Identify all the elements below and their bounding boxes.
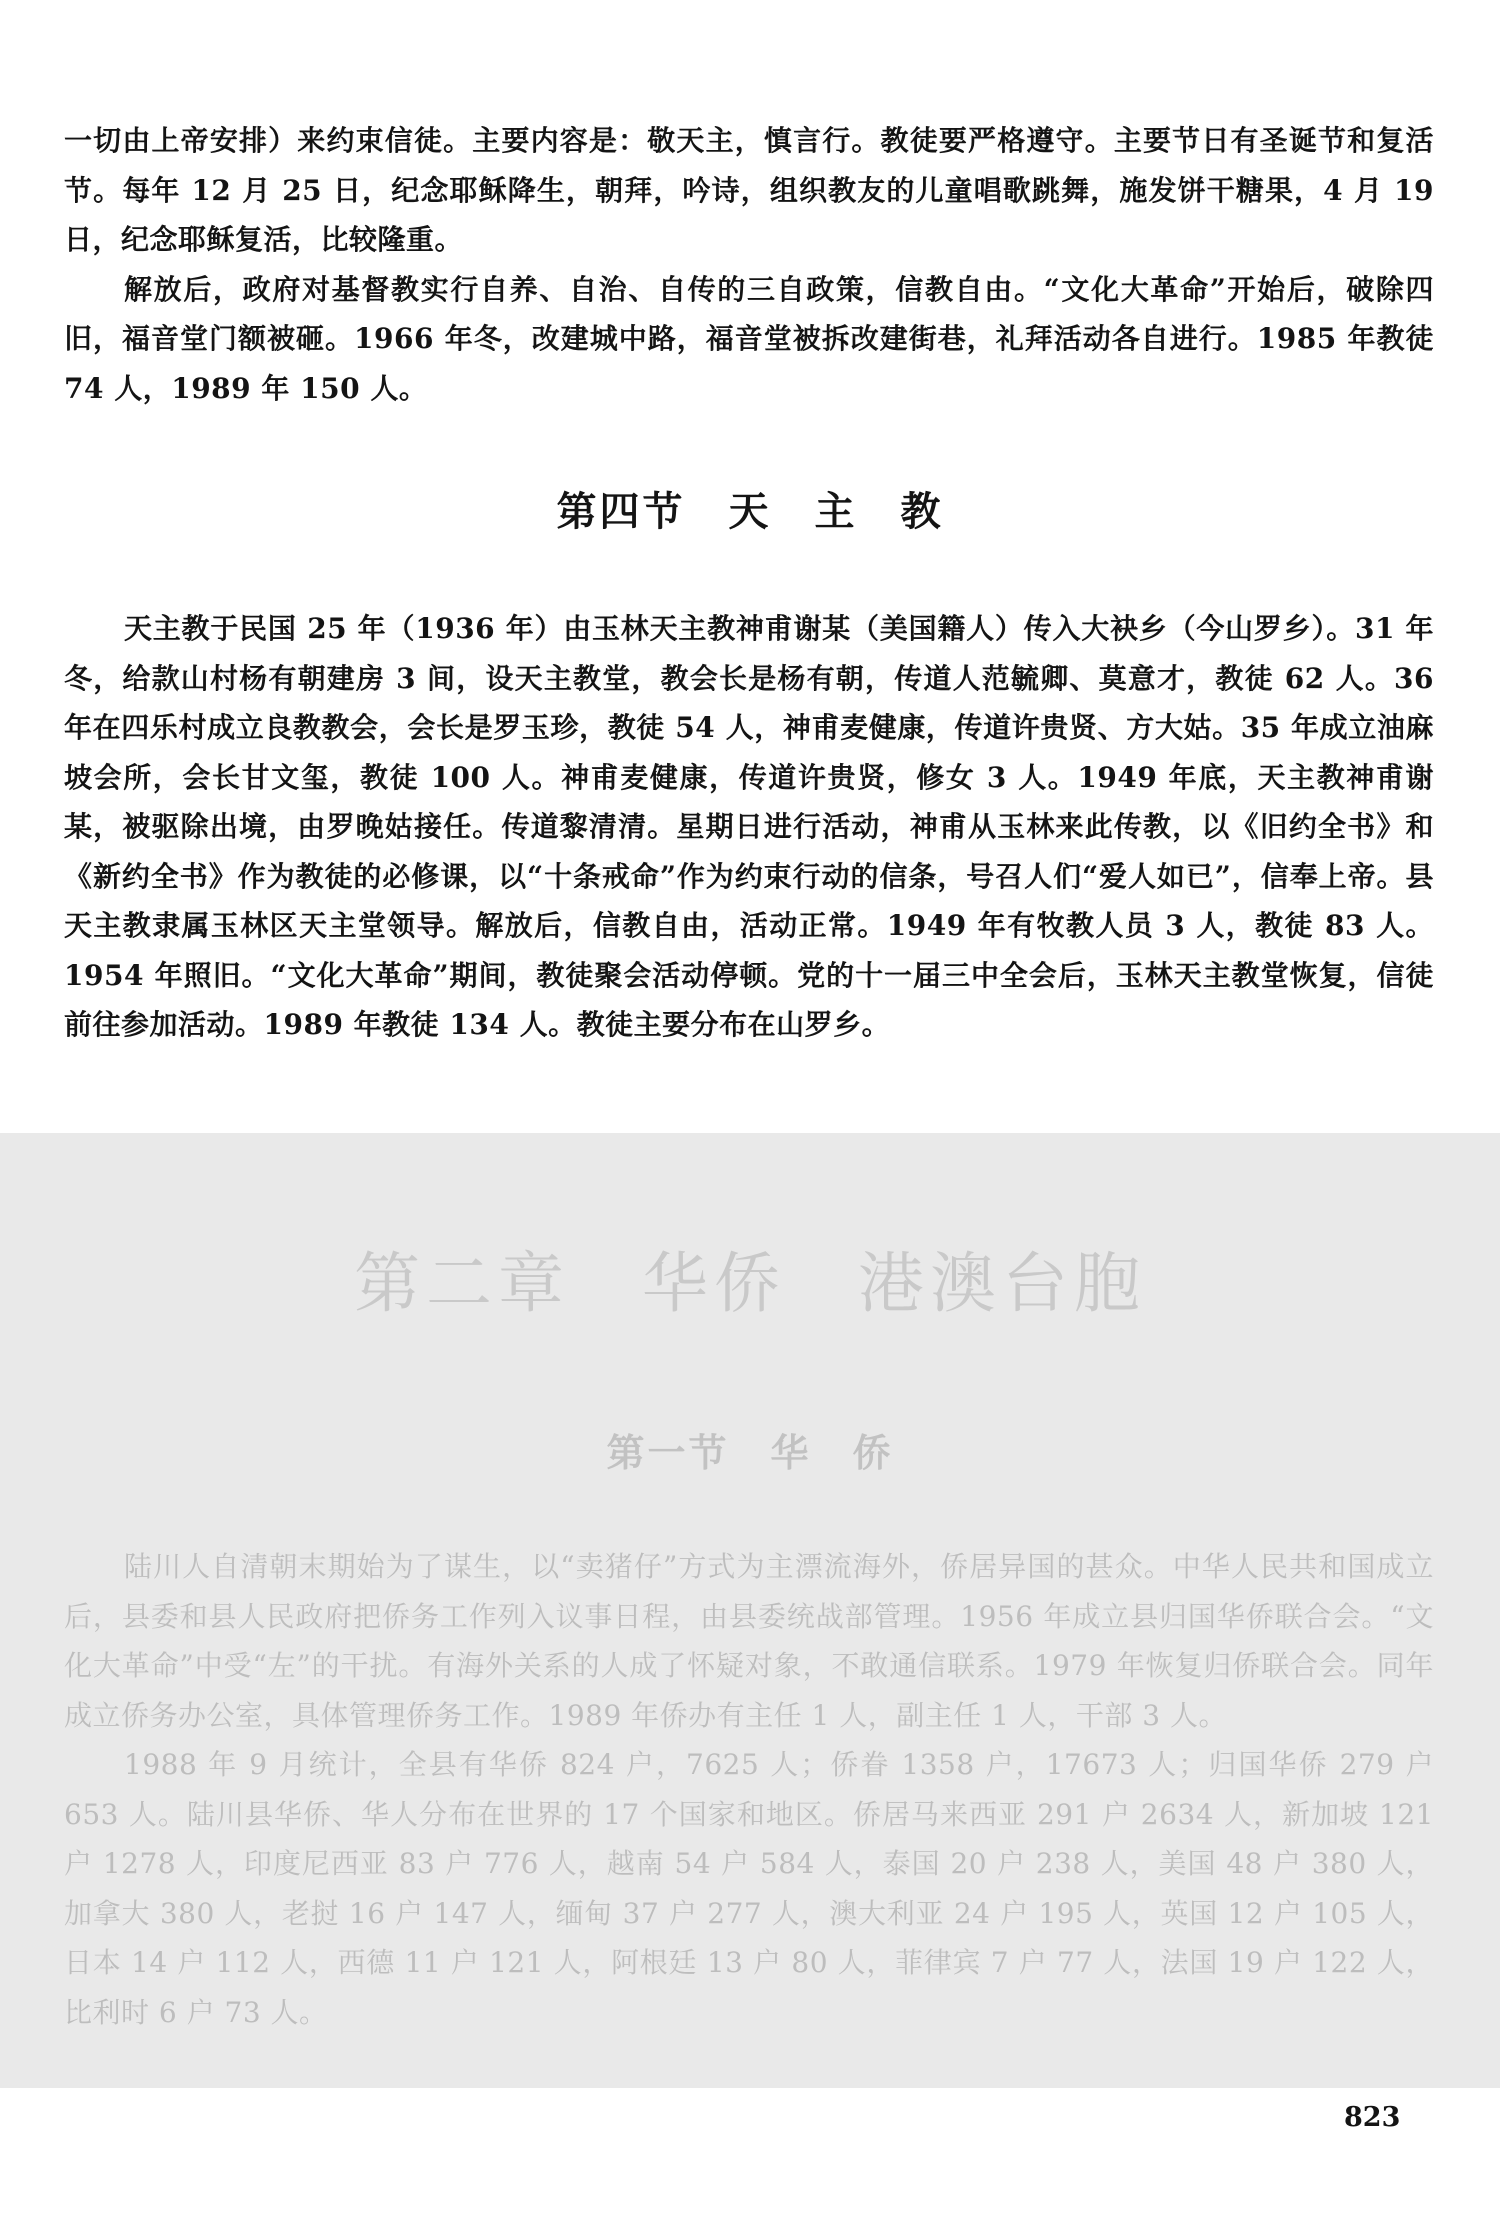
overseas-chinese-text-block <box>64 1542 1434 2037</box>
continued-text-block <box>64 116 1434 413</box>
page-number: 823 <box>1344 2102 1401 2133</box>
paragraph-catholicism: 天主教于民国 25 年（1936 年）由玉林天主教神甫谢某（美国籍人）传入大袂乡（今山罗乡）。31 年冬，给款山村杨有朝建房 3 间，设天主教堂，教会长是杨有朝，传道人范毓卿、莫意才，教徒 62 人。36 年在四乐村成立良教教会，会长是罗玉珍，教徒 54 人，神甫麦健康，传道许贵贤、方大姑。35 年成立油麻坡会所，会长甘文玺，教徒 100 人。神甫麦健康，传道许贵贤，修女 3 人。1949 年底，天主教神甫谢某，被驱除出境，由罗晚姑接任。传道黎清清。星期日进行活动，神甫从玉林来此传教，以《旧约全书》和《新约全书》作为教徒的必修课，以“十条戒命”作为约束行动的信条，号召人们“爱人如已”，信奉上帝。县天主教隶属玉林区天主堂领导。解放后，信教自由，活动正常。1949 年有牧教人员 3 人，教徒 83 人。1954 年照旧。“文化大革命”期间，教徒聚会活动停顿。党的十一届三中全会后，玉林天主教堂恢复，信徒前往参加活动。1989 年教徒 134 人。教徒主要分布在山罗乡。 <box>64 612 1434 1041</box>
paragraph-christian-after-liberation: 解放后，政府对基督教实行自养、自治、自传的三自政策，信教自由。“文化大革命”开始后，破除四旧，福音堂门额被砸。1966 年冬，改建城中路，福音堂被拆改建街巷，礼拜活动各自进行。1985 年教徒 74 人，1989 年 150 人。 <box>64 272 1434 405</box>
paragraph-overseas-history: 陆川人自清朝末期始为了谋生，以“卖猪仔”方式为主漂流海外，侨居异国的甚众。中华人民共和国成立后，县委和县人民政府把侨务工作列入议事日程，由县委统战部管理。1956 年成立县归国华侨联合会。“文化大革命”中受“左”的干扰。有海外关系的人成了怀疑对象，不敢通信联系。1979 年恢复归侨联合会。同年成立侨务办公室，具体管理侨务工作。1989 年侨办有主任 1 人，副主任 1 人，干部 3 人。 <box>64 1550 1434 1732</box>
section-title-overseas-chinese: 第一节 华 侨 <box>606 1431 894 1475</box>
section-title-catholicism: 第四节 天 主 教 <box>556 489 944 535</box>
chapter-title-overseas-chinese: 第二章 华侨 港澳台胞 <box>354 1245 1146 1322</box>
paragraph-christian-customs: 一切由上帝安排）来约束信徒。主要内容是：敬天主，慎言行。教徒要严格遵守。主要节日有圣诞节和复活节。每年 12 月 25 日，纪念耶稣降生，朝拜，吟诗，组织教友的儿童唱歌跳舞，施发饼干糖果，4 月 19 日，纪念耶稣复活，比较隆重。 <box>64 124 1434 256</box>
paragraph-overseas-statistics: 1988 年 9 月统计，全县有华侨 824 户，7625 人；侨眷 1358 户，17673 人；归国华侨 279 户 653 人。陆川县华侨、华人分布在世界的 17 个国家和地区。侨居马来西亚 291 户 2634 人，新加坡 121 户 1278 人，印度尼西亚 83 户 776 人，越南 54 户 584 人，泰国 20 户 238 人，美国 48 户 380 人，加拿大 380 人，老挝 16 户 147 人，缅甸 37 户 277 人，澳大利亚 24 户 195 人，英国 12 户 105 人，日本 14 户 112 人，西德 11 户 121 人，阿根廷 13 户 80 人，菲律宾 7 户 77 人，法国 19 户 122 人，比利时 6 户 73 人。 <box>64 1748 1434 2029</box>
catholicism-text-block <box>64 604 1434 1050</box>
